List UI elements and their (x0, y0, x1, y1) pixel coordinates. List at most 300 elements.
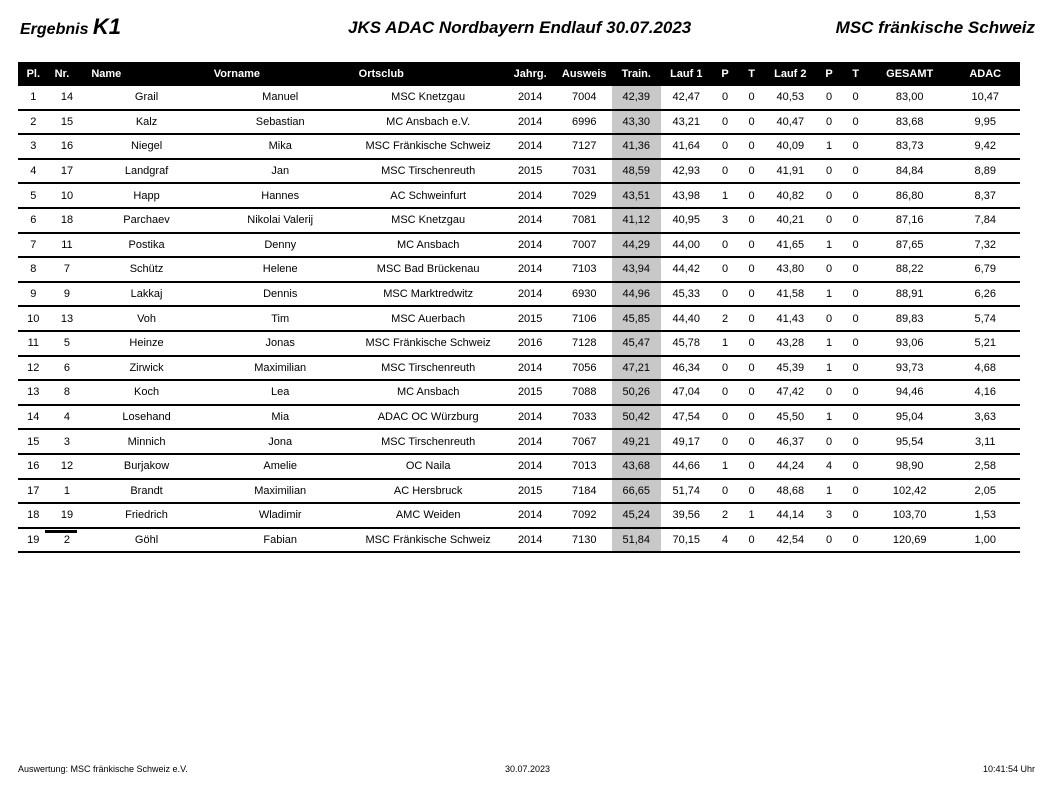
table-cell: Landgraf (85, 159, 207, 184)
table-cell: 2014 (504, 356, 557, 381)
table-cell: 1 (816, 233, 843, 258)
table-cell: 5 (18, 183, 49, 208)
table-cell: 8,37 (950, 183, 1020, 208)
table-cell: 2014 (504, 257, 557, 282)
table-cell: 0 (712, 233, 739, 258)
table-cell: 41,65 (765, 233, 816, 258)
table-cell: Wladimir (208, 503, 353, 528)
table-cell: 95,04 (869, 405, 951, 430)
table-cell: 0 (842, 134, 869, 159)
table-cell: 2 (712, 503, 739, 528)
table-cell: 0 (842, 208, 869, 233)
table-cell: Zirwick (85, 356, 207, 381)
table-cell: 47,21 (612, 356, 661, 381)
table-cell: 51,84 (612, 528, 661, 553)
column-header: Train. (612, 62, 661, 86)
table-cell: 0 (816, 380, 843, 405)
column-header: Nr. (49, 62, 86, 86)
table-cell: 19 (18, 528, 49, 553)
table-cell: 6 (18, 208, 49, 233)
column-header: T (842, 62, 869, 86)
table-row (18, 183, 1020, 208)
table-cell: 45,33 (661, 282, 712, 307)
table-cell: 0 (816, 86, 843, 110)
table-cell: 1 (816, 356, 843, 381)
table-cell: Tim (208, 306, 353, 331)
table-cell: 45,24 (612, 503, 661, 528)
table-cell: 42,47 (661, 86, 712, 110)
table-cell: MSC Tirschenreuth (353, 159, 504, 184)
table-cell: 0 (816, 528, 843, 553)
table-cell: Manuel (208, 86, 353, 110)
table-cell: 98,90 (869, 454, 951, 479)
table-cell: 39,56 (661, 503, 712, 528)
table-cell: Grail (85, 86, 207, 110)
column-header: Lauf 2 (765, 62, 816, 86)
table-cell: 2015 (504, 479, 557, 504)
table-cell: 2015 (504, 159, 557, 184)
table-cell: 43,98 (661, 183, 712, 208)
column-header: T (738, 62, 765, 86)
table-cell: 46,34 (661, 356, 712, 381)
table-cell: 4 (49, 405, 86, 430)
table-cell: 3 (816, 503, 843, 528)
result-title (20, 14, 121, 40)
table-cell: MSC Knetzgau (353, 208, 504, 233)
table-cell: 15 (18, 429, 49, 454)
table-cell: 0 (842, 86, 869, 110)
table-cell: Brandt (85, 479, 207, 504)
table-cell: 5,74 (950, 306, 1020, 331)
table-cell: 16 (49, 134, 86, 159)
table-row (18, 479, 1020, 504)
table-cell: 0 (842, 331, 869, 356)
table-cell: 0 (816, 257, 843, 282)
table-cell: 0 (712, 110, 739, 135)
table-cell: 7029 (557, 183, 612, 208)
table-cell: 1 (816, 479, 843, 504)
result-label: Ergebnis (20, 21, 89, 38)
table-cell: 11 (49, 233, 86, 258)
table-cell: 18 (49, 208, 86, 233)
table-cell: 46,37 (765, 429, 816, 454)
table-cell: 43,68 (612, 454, 661, 479)
table-cell: AMC Weiden (353, 503, 504, 528)
table-cell: 8 (18, 257, 49, 282)
table-cell: Minnich (85, 429, 207, 454)
table-cell: Maximilian (208, 479, 353, 504)
table-cell: MSC Tirschenreuth (353, 356, 504, 381)
table-cell: 0 (842, 528, 869, 553)
table-cell: 0 (712, 429, 739, 454)
table-cell: 8,89 (950, 159, 1020, 184)
table-cell: 43,51 (612, 183, 661, 208)
table-cell: 2014 (504, 86, 557, 110)
table-cell: 7033 (557, 405, 612, 430)
table-cell: 0 (842, 405, 869, 430)
table-cell: 7 (18, 233, 49, 258)
table-cell: 0 (738, 159, 765, 184)
table-cell: 0 (738, 405, 765, 430)
table-row (18, 380, 1020, 405)
table-cell: 13 (49, 306, 86, 331)
table-cell: 7103 (557, 257, 612, 282)
table-cell: 41,43 (765, 306, 816, 331)
table-cell: Hannes (208, 183, 353, 208)
table-cell: 2014 (504, 183, 557, 208)
table-cell: 1 (816, 282, 843, 307)
table-cell: 1 (18, 86, 49, 110)
underline-mark (45, 530, 77, 533)
table-cell: 2014 (504, 233, 557, 258)
table-cell: 0 (738, 331, 765, 356)
table-cell: 120,69 (869, 528, 951, 553)
table-cell: Heinze (85, 331, 207, 356)
table-cell: 0 (816, 306, 843, 331)
table-cell: 40,53 (765, 86, 816, 110)
table-cell: 0 (842, 503, 869, 528)
table-cell: 41,91 (765, 159, 816, 184)
table-header (18, 62, 1020, 86)
table-cell: 0 (816, 110, 843, 135)
table-cell: MSC Fränkische Schweiz (353, 331, 504, 356)
table-cell: 0 (738, 208, 765, 233)
table-cell: 12 (49, 454, 86, 479)
table-row (18, 528, 1020, 553)
table-cell: 88,22 (869, 257, 951, 282)
table-cell: 0 (842, 233, 869, 258)
table-cell: 2014 (504, 429, 557, 454)
table-cell: 44,40 (661, 306, 712, 331)
table-cell: 7056 (557, 356, 612, 381)
table-row (18, 110, 1020, 135)
table-body (18, 86, 1020, 552)
table-cell: 42,39 (612, 86, 661, 110)
table-cell: 0 (816, 208, 843, 233)
footer-time: 10:41:54 Uhr (982, 764, 1035, 774)
table-cell: Helene (208, 257, 353, 282)
table-cell: 2014 (504, 503, 557, 528)
table-row (18, 454, 1020, 479)
table-cell: Dennis (208, 282, 353, 307)
table-cell: 43,30 (612, 110, 661, 135)
table-cell: 0 (738, 454, 765, 479)
table-cell: 1 (49, 479, 86, 504)
table-cell: Burjakow (85, 454, 207, 479)
column-header: Lauf 1 (661, 62, 712, 86)
table-cell: Mia (208, 405, 353, 430)
table-cell: Niegel (85, 134, 207, 159)
table-cell: 0 (842, 454, 869, 479)
table-cell: Lakkaj (85, 282, 207, 307)
table-cell: 44,96 (612, 282, 661, 307)
table-cell: 7,32 (950, 233, 1020, 258)
table-cell: 2 (712, 306, 739, 331)
table-cell: OC Naila (353, 454, 504, 479)
table-cell: 0 (738, 134, 765, 159)
table-cell: 0 (712, 257, 739, 282)
table-cell: 0 (712, 86, 739, 110)
table-cell: 3 (49, 429, 86, 454)
table-cell: 0 (712, 380, 739, 405)
table-cell: 14 (49, 86, 86, 110)
table-row (18, 86, 1020, 110)
table-cell: 50,42 (612, 405, 661, 430)
table-cell: 7013 (557, 454, 612, 479)
header-row (18, 62, 1020, 86)
table-cell: 3 (712, 208, 739, 233)
table-cell: 43,21 (661, 110, 712, 135)
table-row (18, 356, 1020, 381)
column-header: Vorname (208, 62, 353, 86)
column-header: P (712, 62, 739, 86)
table-cell: 49,17 (661, 429, 712, 454)
table-cell: 47,54 (661, 405, 712, 430)
table-cell: 41,36 (612, 134, 661, 159)
table-cell: 3,63 (950, 405, 1020, 430)
table-cell: 4,68 (950, 356, 1020, 381)
table-cell: 2014 (504, 454, 557, 479)
table-cell: 2014 (504, 208, 557, 233)
table-cell: Jonas (208, 331, 353, 356)
table-cell: 4 (18, 159, 49, 184)
table-cell: 7067 (557, 429, 612, 454)
table-cell: 14 (18, 405, 49, 430)
table-cell: 89,83 (869, 306, 951, 331)
table-row (18, 429, 1020, 454)
table-cell: 1 (816, 331, 843, 356)
table-cell: 0 (842, 159, 869, 184)
table-cell: 0 (842, 479, 869, 504)
column-header: Pl. (18, 62, 49, 86)
table-cell: Happ (85, 183, 207, 208)
table-cell: 6 (49, 356, 86, 381)
event-title: JKS ADAC Nordbayern Endlauf 30.07.2023 (348, 18, 692, 37)
table-cell: 4 (816, 454, 843, 479)
table-cell: 45,47 (612, 331, 661, 356)
table-row (18, 331, 1020, 356)
table-cell: Mika (208, 134, 353, 159)
table-cell: 7,84 (950, 208, 1020, 233)
table-cell: 0 (738, 356, 765, 381)
table-cell: 0 (712, 134, 739, 159)
table-cell: Friedrich (85, 503, 207, 528)
column-header: Ausweis (557, 62, 612, 86)
table-cell: 7106 (557, 306, 612, 331)
table-cell: MSC Auerbach (353, 306, 504, 331)
table-cell: MSC Fränkische Schweiz (353, 528, 504, 553)
table-cell: 2,58 (950, 454, 1020, 479)
table-cell: 17 (18, 479, 49, 504)
table-cell: Kalz (85, 110, 207, 135)
table-cell: Sebastian (208, 110, 353, 135)
table-cell: 43,28 (765, 331, 816, 356)
table-cell: 2014 (504, 134, 557, 159)
table-cell: 41,58 (765, 282, 816, 307)
table-cell: 93,06 (869, 331, 951, 356)
table-cell: 45,50 (765, 405, 816, 430)
table-cell: 4 (712, 528, 739, 553)
table-cell: 9 (18, 282, 49, 307)
table-cell: 8 (49, 380, 86, 405)
table-cell: 0 (712, 405, 739, 430)
table-cell: 44,66 (661, 454, 712, 479)
table-cell: 0 (738, 282, 765, 307)
table-cell: 3,11 (950, 429, 1020, 454)
table-cell: 7031 (557, 159, 612, 184)
table-cell: 86,80 (869, 183, 951, 208)
table-cell: 0 (712, 282, 739, 307)
table-cell: 2016 (504, 331, 557, 356)
table-cell: 7 (49, 257, 86, 282)
table-cell: 7130 (557, 528, 612, 553)
table-cell: 19 (49, 503, 86, 528)
table-cell: 5 (49, 331, 86, 356)
table-cell: 6,79 (950, 257, 1020, 282)
table-cell: Losehand (85, 405, 207, 430)
table-cell: 95,54 (869, 429, 951, 454)
table-cell: 1 (816, 405, 843, 430)
table-cell: 0 (816, 429, 843, 454)
table-cell: 0 (738, 110, 765, 135)
table-cell: 17 (49, 159, 86, 184)
table-cell: Postika (85, 233, 207, 258)
table-cell: 1 (712, 183, 739, 208)
table-cell: MC Ansbach (353, 380, 504, 405)
class-label: K1 (92, 14, 122, 39)
table-cell: 48,68 (765, 479, 816, 504)
table-cell: 2015 (504, 306, 557, 331)
table-cell: 0 (712, 479, 739, 504)
table-cell: Göhl (85, 528, 207, 553)
table-cell: Lea (208, 380, 353, 405)
table-cell: 42,54 (765, 528, 816, 553)
table-cell: 2014 (504, 405, 557, 430)
table-cell: 66,65 (612, 479, 661, 504)
table-cell: 2,05 (950, 479, 1020, 504)
table-cell: MSC Fränkische Schweiz (353, 134, 504, 159)
column-header: GESAMT (869, 62, 951, 86)
table-cell: 1,00 (950, 528, 1020, 553)
table-cell: 10,47 (950, 86, 1020, 110)
table-cell: 45,85 (612, 306, 661, 331)
table-cell: 0 (842, 306, 869, 331)
table-cell: 83,00 (869, 86, 951, 110)
table-cell: 7127 (557, 134, 612, 159)
table-row (18, 306, 1020, 331)
table-cell: 7092 (557, 503, 612, 528)
table-cell: 87,16 (869, 208, 951, 233)
table-cell: 47,04 (661, 380, 712, 405)
table-cell: 7128 (557, 331, 612, 356)
table-cell: 7004 (557, 86, 612, 110)
table-cell: 94,46 (869, 380, 951, 405)
table-cell: 15 (49, 110, 86, 135)
table-cell: 2014 (504, 528, 557, 553)
table-cell: 0 (738, 257, 765, 282)
table-cell: Amelie (208, 454, 353, 479)
table-cell: 84,84 (869, 159, 951, 184)
table-cell: Denny (208, 233, 353, 258)
table-cell: 1 (738, 503, 765, 528)
table-cell: 0 (738, 306, 765, 331)
table-cell: 0 (842, 380, 869, 405)
table-cell: 43,94 (612, 257, 661, 282)
table-cell: 44,00 (661, 233, 712, 258)
table-cell: 2015 (504, 380, 557, 405)
table-cell: Voh (85, 306, 207, 331)
column-header: Ortsclub (353, 62, 504, 86)
table-cell: 1 (712, 331, 739, 356)
table-cell: ADAC OC Würzburg (353, 405, 504, 430)
footer-evaluation: Auswertung: MSC fränkische Schweiz e.V. (18, 764, 188, 774)
table-cell: 0 (842, 282, 869, 307)
table-cell: MSC Bad Brückenau (353, 257, 504, 282)
table-cell: 0 (842, 257, 869, 282)
table-cell: 1,53 (950, 503, 1020, 528)
table-cell: 3 (18, 134, 49, 159)
organizer-title: MSC fränkische Schweiz (835, 18, 1035, 37)
table-cell: 41,12 (612, 208, 661, 233)
footer-date: 30.07.2023 (505, 764, 551, 774)
table-cell: 47,42 (765, 380, 816, 405)
table-cell: 7007 (557, 233, 612, 258)
table-cell: 2 (49, 528, 86, 553)
table-cell: 42,93 (661, 159, 712, 184)
table-cell: 0 (738, 528, 765, 553)
table-cell: 0 (816, 183, 843, 208)
column-header: ADAC (950, 62, 1020, 86)
table-cell: 102,42 (869, 479, 951, 504)
table-cell: 50,26 (612, 380, 661, 405)
table-cell: 13 (18, 380, 49, 405)
table-cell: Fabian (208, 528, 353, 553)
table-row (18, 233, 1020, 258)
table-cell: 7088 (557, 380, 612, 405)
table-cell: MC Ansbach e.V. (353, 110, 504, 135)
table-cell: MSC Tirschenreuth (353, 429, 504, 454)
table-row (18, 282, 1020, 307)
table-cell: Koch (85, 380, 207, 405)
results-table (18, 62, 1020, 553)
table-row (18, 159, 1020, 184)
table-cell: 0 (738, 183, 765, 208)
table-cell: 0 (738, 479, 765, 504)
table-cell: 5,21 (950, 331, 1020, 356)
table-cell: 18 (18, 503, 49, 528)
table-cell: 0 (738, 233, 765, 258)
table-cell: 0 (712, 356, 739, 381)
table-cell: 49,21 (612, 429, 661, 454)
table-cell: 0 (842, 183, 869, 208)
table-cell: Maximilian (208, 356, 353, 381)
table-cell: 16 (18, 454, 49, 479)
table-row (18, 503, 1020, 528)
table-cell: 48,59 (612, 159, 661, 184)
table-cell: AC Hersbruck (353, 479, 504, 504)
table-cell: 41,64 (661, 134, 712, 159)
table-cell: 0 (842, 429, 869, 454)
table-cell: 83,68 (869, 110, 951, 135)
table-cell: 44,14 (765, 503, 816, 528)
table-row (18, 405, 1020, 430)
table-cell: MSC Marktredwitz (353, 282, 504, 307)
table-cell: 2014 (504, 110, 557, 135)
table-cell: 40,21 (765, 208, 816, 233)
table-cell: 6930 (557, 282, 612, 307)
table-cell: 10 (49, 183, 86, 208)
table-cell: 9,42 (950, 134, 1020, 159)
